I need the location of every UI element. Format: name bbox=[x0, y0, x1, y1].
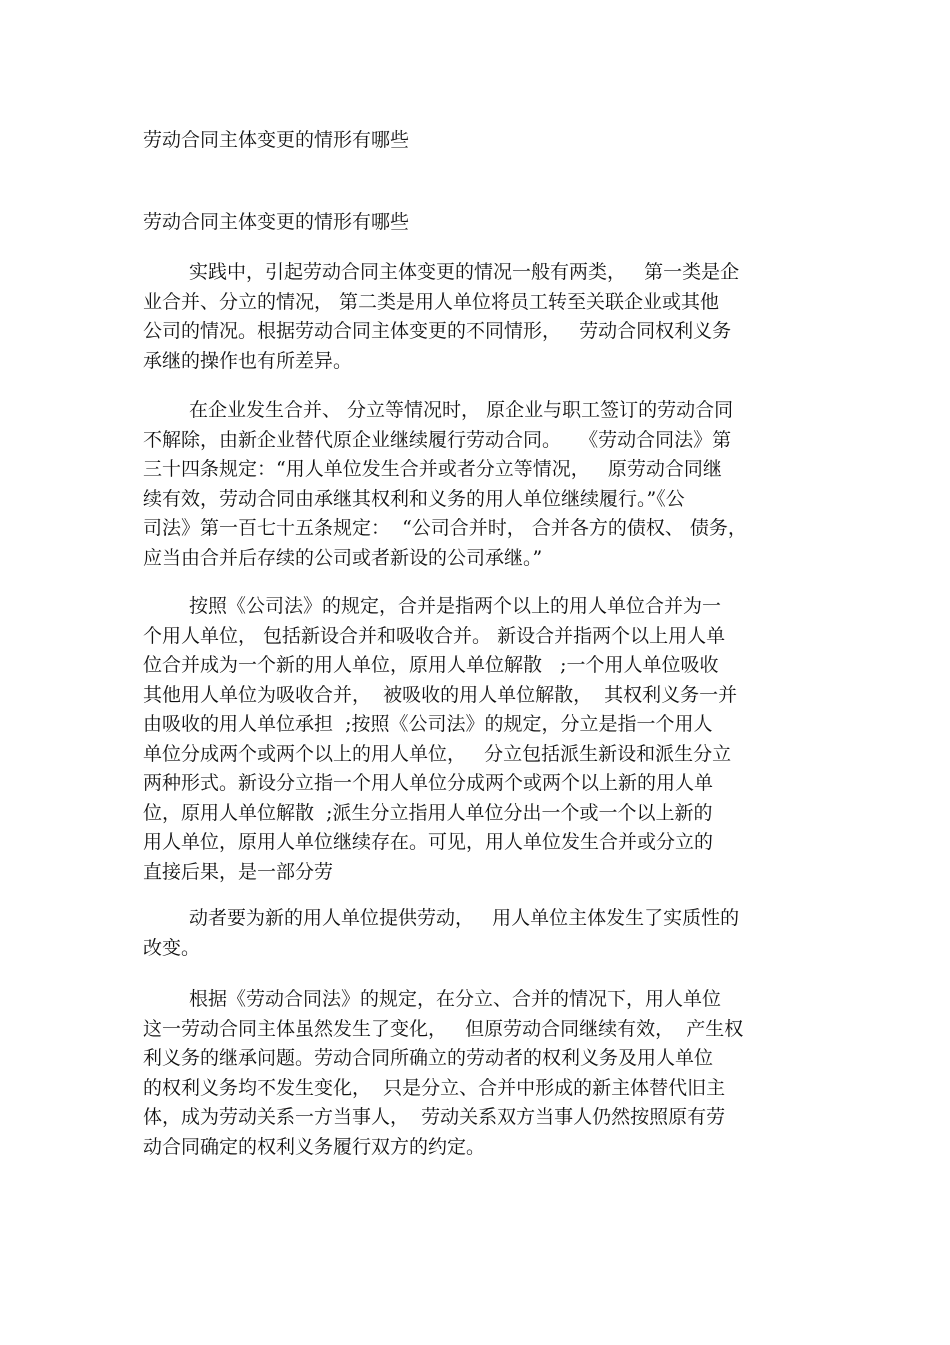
paragraph-line: 由吸收的用人单位承担 ;按照《公司法》的规定，分立是指一个用人 bbox=[143, 713, 713, 735]
paragraph-line: 动者要为新的用人单位提供劳动， 用人单位主体发生了实质性的 bbox=[189, 907, 740, 929]
paragraph-line: 这一劳动合同主体虽然发生了变化， 但原劳动合同继续有效， 产生权 bbox=[143, 1017, 744, 1040]
paragraph-line: 个用人单位， 包括新设合并和吸收合并。 新设合并指两个以上用人单 bbox=[143, 624, 726, 647]
paragraph-line: 单位分成两个或两个以上的用人单位， 分立包括派生新设和派生分立 bbox=[143, 742, 732, 765]
paragraph-line: 用人单位，原用人单位继续存在。可见，用人单位发生合并或分立的 bbox=[143, 831, 714, 853]
paragraph-3 bbox=[143, 592, 823, 887]
paragraph-line: 三十四条规定：“用人单位发生合并或者分立等情况， 原劳动合同继 bbox=[143, 458, 722, 480]
paragraph-line: 不解除，由新企业替代原企业继续履行劳动合同。 《劳动合同法》第 bbox=[143, 428, 732, 451]
paragraph-line: 按照《公司法》的规定，合并是指两个以上的用人单位合并为一 bbox=[189, 595, 722, 617]
paragraph-line: 实践中，引起劳动合同主体变更的情况一般有两类， 第一类是企 bbox=[189, 261, 740, 283]
section-heading: 劳动合同主体变更的情形有哪些 bbox=[143, 211, 410, 233]
paragraph-line: 利义务的继承问题。劳动合同所确立的劳动者的权利义务及用人单位 bbox=[143, 1047, 714, 1069]
paragraph-1 bbox=[143, 258, 823, 376]
paragraph-line: 两种形式。新设分立指一个用人单位分成两个或两个以上新的用人单 bbox=[143, 772, 714, 794]
paragraph-line: 在企业发生合并、 分立等情况时， 原企业与职工签订的劳动合同 bbox=[189, 399, 734, 421]
paragraph-line: 应当由合并后存续的公司或者新设的公司承继。” bbox=[143, 546, 543, 569]
paragraph-4 bbox=[143, 904, 823, 963]
paragraph-line: 司法》第一百七十五条规定： “公司合并时， 合并各方的债权、 债务， bbox=[143, 517, 747, 539]
paragraph-5 bbox=[143, 985, 823, 1162]
paragraph-line: 改变。 bbox=[143, 936, 201, 959]
paragraph-line: 其他用人单位为吸收合并， 被吸收的用人单位解散， 其权利义务一并 bbox=[143, 683, 738, 706]
paragraph-line: 直接后果，是一部分劳 bbox=[143, 860, 334, 883]
paragraph-line: 业合并、分立的情况， 第二类是用人单位将员工转至关联企业或其他 bbox=[143, 290, 720, 313]
paragraph-line: 承继的操作也有所差异。 bbox=[143, 349, 353, 372]
paragraph-line: 体，成为劳动关系一方当事人， 劳动关系双方当事人仍然按照原有劳 bbox=[143, 1106, 726, 1128]
document-title: 劳动合同主体变更的情形有哪些 bbox=[143, 129, 410, 151]
paragraph-line: 续有效，劳动合同由承继其权利和义务的用人单位继续履行。”《公 bbox=[143, 487, 685, 510]
paragraph-line: 动合同确定的权利义务履行双方的约定。 bbox=[143, 1135, 486, 1158]
paragraph-2 bbox=[143, 396, 823, 573]
paragraph-line: 位合并成为一个新的用人单位，原用人单位解散 ;一个用人单位吸收 bbox=[143, 654, 719, 676]
paragraph-line: 公司的情况。根据劳动合同主体变更的不同情形， 劳动合同权利义务 bbox=[143, 320, 732, 342]
paragraph-line: 根据《劳动合同法》的规定，在分立、合并的情况下，用人单位 bbox=[189, 988, 722, 1010]
paragraph-line: 位，原用人单位解散 ;派生分立指用人单位分出一个或一个以上新的 bbox=[143, 801, 713, 824]
paragraph-line: 的权利义务均不发生变化， 只是分立、合并中形成的新主体替代旧主 bbox=[143, 1076, 726, 1099]
